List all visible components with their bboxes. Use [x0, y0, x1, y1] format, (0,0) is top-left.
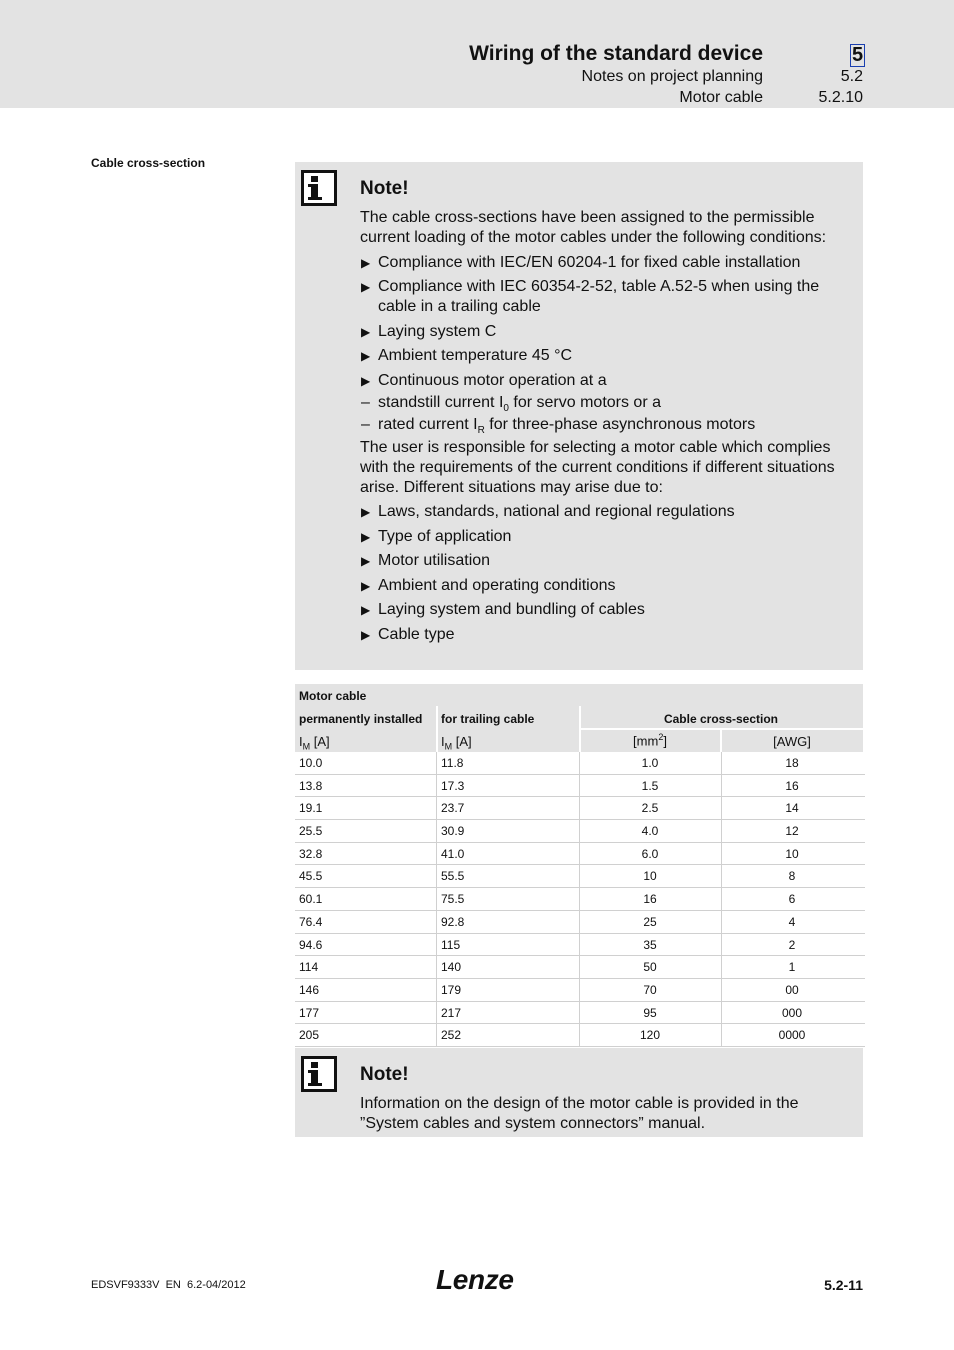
list-item: ▶ Cable type — [361, 625, 455, 643]
cell-divider — [579, 775, 580, 797]
table-row — [295, 979, 865, 1002]
cell-divider — [721, 979, 722, 1001]
list-item: ▶ Continuous motor operation at a — [361, 371, 607, 389]
column-divider — [720, 730, 722, 752]
table-cell: 32.8 — [299, 846, 323, 861]
table-row — [295, 956, 865, 979]
cell-divider — [721, 797, 722, 819]
table-cell: 217 — [441, 1005, 462, 1020]
column-header-trailing: for trailing cable — [441, 712, 535, 726]
section-number: 5.2 — [840, 68, 863, 85]
bullet-arrow-icon: ▶ — [361, 529, 371, 544]
cell-divider — [436, 797, 437, 819]
cell-divider — [579, 1002, 580, 1024]
cell-divider — [579, 865, 580, 887]
cell-divider — [579, 956, 580, 978]
subsection-label: Motor cable — [679, 89, 763, 106]
note-paragraph: The user is responsible for selecting a motor cable which complies with the requirements of the current conditions if different situations arise. Different situations may arise due to: — [360, 438, 835, 496]
table-cell: 115 — [441, 937, 461, 952]
table-cell: 95 — [643, 1005, 657, 1020]
table-cell: 18 — [785, 756, 799, 770]
svg-text:Lenze: Lenze — [436, 1264, 514, 1294]
table-cell: 205 — [299, 1028, 320, 1043]
table-cell: 4 — [788, 914, 796, 929]
column-divider — [436, 706, 438, 752]
table-row — [295, 911, 865, 934]
bullet-arrow-icon: ▶ — [361, 505, 371, 519]
cell-divider — [436, 934, 437, 956]
table-row — [295, 1024, 865, 1047]
dash-item: – standstill current $I_0$ for servo motors or a — [361, 393, 661, 414]
table-cell: 25 — [643, 914, 657, 929]
table-row — [295, 1002, 865, 1025]
list-item: ▶ Laying system and bundling of cables — [361, 601, 645, 618]
unit-current-permanent: $I_M$ [A] — [299, 734, 330, 752]
table-cell: 177 — [299, 1005, 320, 1020]
list-item: ▶ Laws, standards, national and regional regulations — [361, 503, 735, 520]
info-icon — [301, 1056, 337, 1092]
cell-divider — [436, 1002, 437, 1024]
unit-awg: [AWG] — [773, 734, 811, 749]
bullet-arrow-icon: ▶ — [361, 280, 371, 294]
table-cell: 94.6 — [299, 937, 323, 952]
table-cell: 13.8 — [299, 778, 323, 793]
cell-divider — [721, 888, 722, 910]
cell-divider — [579, 934, 580, 956]
list-item: ▶ Ambient temperature 45 °C — [361, 347, 573, 364]
bullet-arrow-icon: ▶ — [361, 603, 371, 617]
table-row — [295, 797, 865, 820]
bullet-arrow-icon: ▶ — [361, 554, 371, 568]
cell-divider — [579, 843, 580, 865]
table-body — [295, 752, 865, 1047]
note-text: Information on the design of the motor cable is provided in the ”System cables and system connectors” manual. — [360, 1095, 799, 1132]
note-title: Note! — [360, 178, 409, 199]
table-cell: 17.3 — [441, 778, 465, 793]
table-cell: 2 — [788, 937, 796, 952]
table-row — [295, 934, 865, 957]
table-row — [295, 752, 865, 775]
document-id: EDSVF9333V EN 6.2-04/2012 — [91, 1279, 246, 1291]
cell-divider — [436, 979, 437, 1001]
cell-divider — [436, 775, 437, 797]
table-row — [295, 843, 865, 866]
table-cell: 8 — [788, 869, 796, 884]
cell-divider — [721, 911, 722, 933]
subsection-number: 5.2.10 — [818, 89, 863, 106]
table-cell: 0000 — [778, 1028, 806, 1043]
cell-divider — [436, 888, 437, 910]
list-item: ▶ Ambient and operating conditions — [361, 576, 616, 594]
cell-divider — [436, 911, 437, 933]
table-cell: 6.0 — [641, 846, 659, 861]
table-cell: 10.0 — [299, 756, 323, 770]
cell-divider — [721, 956, 722, 978]
table-cell: 25.5 — [299, 824, 323, 839]
bullet-arrow-icon: ▶ — [361, 255, 371, 270]
table-row — [295, 888, 865, 911]
cell-divider — [579, 1024, 580, 1046]
table-cell: 11.8 — [441, 756, 464, 770]
cell-divider — [436, 1024, 437, 1046]
table-header — [295, 684, 863, 752]
bullet-arrow-icon: ▶ — [361, 349, 371, 363]
cell-divider — [721, 1002, 722, 1024]
cell-divider — [436, 752, 437, 774]
table-cell: 252 — [441, 1028, 462, 1043]
cell-divider — [579, 797, 580, 819]
cell-divider — [436, 843, 437, 865]
note-title: Note! — [360, 1064, 409, 1085]
note-intro: The cable cross-sections have been assigned to the permissible current loading of the motor cables under the following conditions: — [360, 209, 827, 246]
table-cell: 16 — [643, 892, 657, 907]
lenze-logo — [436, 1264, 516, 1294]
column-header-permanent: permanently installed — [299, 712, 423, 726]
table-cell: 50 — [643, 960, 657, 975]
list-item: ▶ Motor utilisation — [361, 552, 491, 569]
table-row — [295, 820, 865, 843]
table-cell: 14 — [785, 801, 799, 816]
note-box-conditions — [295, 162, 863, 670]
cell-divider — [579, 979, 580, 1001]
table-cell: 12 — [785, 824, 799, 839]
table-cell: 45.5 — [299, 869, 323, 884]
table-cell: 000 — [781, 1005, 803, 1020]
cell-divider — [721, 865, 722, 887]
cell-divider — [721, 934, 722, 956]
cell-divider — [579, 888, 580, 910]
list-item: ▶ Laying system C — [361, 322, 497, 340]
cell-divider — [721, 752, 722, 774]
conditions-list — [360, 253, 855, 435]
table-cell: 10 — [785, 846, 799, 861]
page-number: 5.2-11 — [824, 1277, 863, 1293]
cell-divider — [721, 775, 722, 797]
cell-divider — [721, 1024, 722, 1046]
table-cell: 70 — [643, 982, 657, 997]
cell-divider — [436, 865, 437, 887]
table-cell: 35 — [643, 937, 657, 952]
section-label: Notes on project planning — [581, 68, 763, 85]
cell-divider — [579, 820, 580, 842]
chapter-title: Wiring of the standard device — [469, 42, 763, 65]
table-cell: 179 — [441, 982, 462, 997]
list-item: ▶ Compliance with IEC 60354-2-52, table A.52-5 when using the cable in a trailing cable — [361, 278, 820, 315]
table-cell: 23.7 — [441, 801, 465, 816]
table-cell: 92.8 — [441, 914, 465, 929]
chapter-number-link[interactable]: 5 — [851, 44, 864, 66]
table-cell: 00 — [785, 982, 799, 997]
bullet-arrow-icon: ▶ — [361, 324, 371, 339]
table-cell: 16 — [785, 778, 799, 793]
column-header-cross-section: Cable cross-section — [663, 712, 779, 726]
table-cell: 19.1 — [299, 801, 323, 816]
situations-list — [360, 502, 855, 645]
note-box-design — [295, 1048, 863, 1137]
unit-current-trailing: $I_M$ [A] — [441, 734, 472, 752]
table-group-header: Motor cable — [299, 689, 367, 703]
margin-heading: Cable cross-section — [91, 156, 206, 170]
table-row — [295, 775, 865, 798]
table-cell: 2.5 — [641, 801, 659, 816]
table-cell: 75.5 — [441, 892, 465, 907]
cell-divider — [579, 752, 580, 774]
list-item: ▶ Compliance with IEC/EN 60204-1 for fixed cable installation — [361, 253, 801, 271]
table-cell: 6 — [788, 892, 796, 907]
table-cell: 146 — [299, 982, 320, 997]
bullet-arrow-icon: ▶ — [361, 627, 371, 642]
table-cell: 1.0 — [641, 756, 659, 770]
table-cell: 10 — [643, 869, 657, 884]
note-body — [360, 208, 855, 645]
table-row — [295, 865, 865, 888]
table-cell: 114 — [299, 960, 319, 975]
cell-divider — [721, 820, 722, 842]
info-icon — [301, 170, 337, 206]
table-cell: 76.4 — [299, 914, 323, 929]
cell-divider — [579, 911, 580, 933]
cell-divider — [436, 820, 437, 842]
table-cell: 30.9 — [441, 824, 465, 839]
table-cell: 1.5 — [641, 778, 659, 793]
dash-item: – rated current $I_R$ for three-phase asynchronous motors — [361, 415, 756, 436]
header-rule — [579, 728, 863, 730]
bullet-arrow-icon: ▶ — [361, 373, 371, 388]
table-cell: 1 — [788, 960, 796, 975]
cell-divider — [721, 843, 722, 865]
table-cell: 120 — [639, 1028, 661, 1043]
table-cell: 140 — [441, 960, 462, 975]
bullet-arrow-icon: ▶ — [361, 578, 371, 593]
cell-divider — [436, 956, 437, 978]
table-cell: 4.0 — [641, 824, 659, 839]
table-cell: 60.1 — [299, 892, 323, 907]
table-cell: 55.5 — [441, 869, 465, 884]
table-cell: 41.0 — [441, 846, 465, 861]
list-item: ▶ Type of application — [361, 527, 512, 545]
unit-mm2: $[mm^2]$ — [633, 732, 667, 749]
